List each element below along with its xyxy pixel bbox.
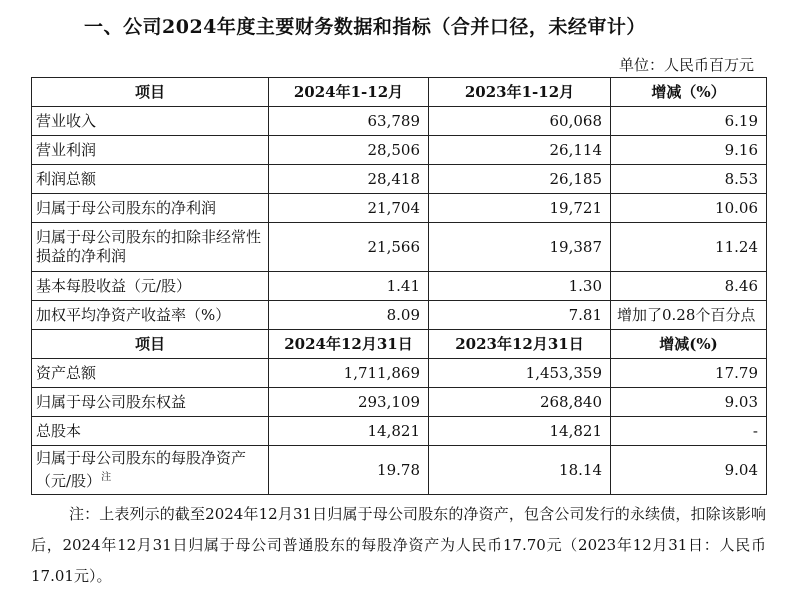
previous-value: 268,840 <box>429 388 611 417</box>
previous-value: 14,821 <box>429 417 611 446</box>
current-value: 21,704 <box>269 194 429 223</box>
row-label-text: 归属于母公司股东的每股净资产（元/股） <box>36 449 247 490</box>
current-value: 1,711,869 <box>269 359 429 388</box>
change-value: 11.24 <box>611 223 767 272</box>
table-row <box>32 359 767 388</box>
change-value: - <box>611 417 767 446</box>
table-row <box>32 272 767 301</box>
row-label: 营业利润 <box>32 136 269 165</box>
table-row <box>32 417 767 446</box>
table-row <box>32 301 767 330</box>
current-value: 63,789 <box>269 107 429 136</box>
table-row <box>32 136 767 165</box>
header-item: 项目 <box>32 78 269 107</box>
previous-value: 18.14 <box>429 446 611 495</box>
current-value: 1.41 <box>269 272 429 301</box>
row-label: 归属于母公司股东的净利润 <box>32 194 269 223</box>
table-row <box>32 194 767 223</box>
row-label: 总股本 <box>32 417 269 446</box>
current-value: 8.09 <box>269 301 429 330</box>
current-value: 14,821 <box>269 417 429 446</box>
previous-value: 26,185 <box>429 165 611 194</box>
change-value: 增加了0.28个百分点 <box>611 301 767 330</box>
table-row <box>32 165 767 194</box>
change-value: 17.79 <box>611 359 767 388</box>
header-previous-date: 2023年12月31日 <box>429 330 611 359</box>
change-value: 8.46 <box>611 272 767 301</box>
change-value: 9.04 <box>611 446 767 495</box>
footnote-marker: 注 <box>101 472 112 483</box>
table-row <box>32 388 767 417</box>
row-label: 基本每股收益（元/股） <box>32 272 269 301</box>
unit-label: 单位：人民币百万元 <box>618 56 754 74</box>
footnote-paragraph: 注：上表列示的截至2024年12月31日归属于母公司股东的净资产，包含公司发行的永续债，扣除该影响后，2024年12月31日归属于母公司普通股东的每股净资产为人民币17.70元（2023年12月31日：人民币17.01元）。 <box>31 505 766 585</box>
current-value: 28,418 <box>269 165 429 194</box>
previous-value: 19,721 <box>429 194 611 223</box>
table-header-row <box>32 330 767 359</box>
previous-value: 7.81 <box>429 301 611 330</box>
previous-value: 19,387 <box>429 223 611 272</box>
previous-value: 1,453,359 <box>429 359 611 388</box>
row-label: 加权平均净资产收益率（%） <box>32 301 269 330</box>
previous-value: 26,114 <box>429 136 611 165</box>
header-change: 增减（%） <box>611 78 767 107</box>
change-value: 9.03 <box>611 388 767 417</box>
change-value: 10.06 <box>611 194 767 223</box>
row-label: 归属于母公司股东权益 <box>32 388 269 417</box>
row-label: 归属于母公司股东的扣除非经常性损益的净利润 <box>32 223 269 272</box>
previous-value: 60,068 <box>429 107 611 136</box>
row-label: 利润总额 <box>32 165 269 194</box>
header-previous-period: 2023年1-12月 <box>429 78 611 107</box>
financial-table <box>31 77 767 495</box>
previous-value: 1.30 <box>429 272 611 301</box>
current-value: 293,109 <box>269 388 429 417</box>
table-row <box>32 446 767 495</box>
change-value: 6.19 <box>611 107 767 136</box>
header-current-date: 2024年12月31日 <box>269 330 429 359</box>
row-label: 资产总额 <box>32 359 269 388</box>
table-row <box>32 223 767 272</box>
current-value: 21,566 <box>269 223 429 272</box>
current-value: 19.78 <box>269 446 429 495</box>
current-value: 28,506 <box>269 136 429 165</box>
table-row <box>32 107 767 136</box>
header-item: 项目 <box>32 330 269 359</box>
header-change: 增减(%) <box>611 330 767 359</box>
section-title: 一、公司2024年度主要财务数据和指标（合并口径，未经审计） <box>84 16 646 38</box>
table-header-row <box>32 78 767 107</box>
change-value: 9.16 <box>611 136 767 165</box>
header-current-period: 2024年1-12月 <box>269 78 429 107</box>
change-value: 8.53 <box>611 165 767 194</box>
row-label: 营业收入 <box>32 107 269 136</box>
row-label <box>32 446 269 495</box>
